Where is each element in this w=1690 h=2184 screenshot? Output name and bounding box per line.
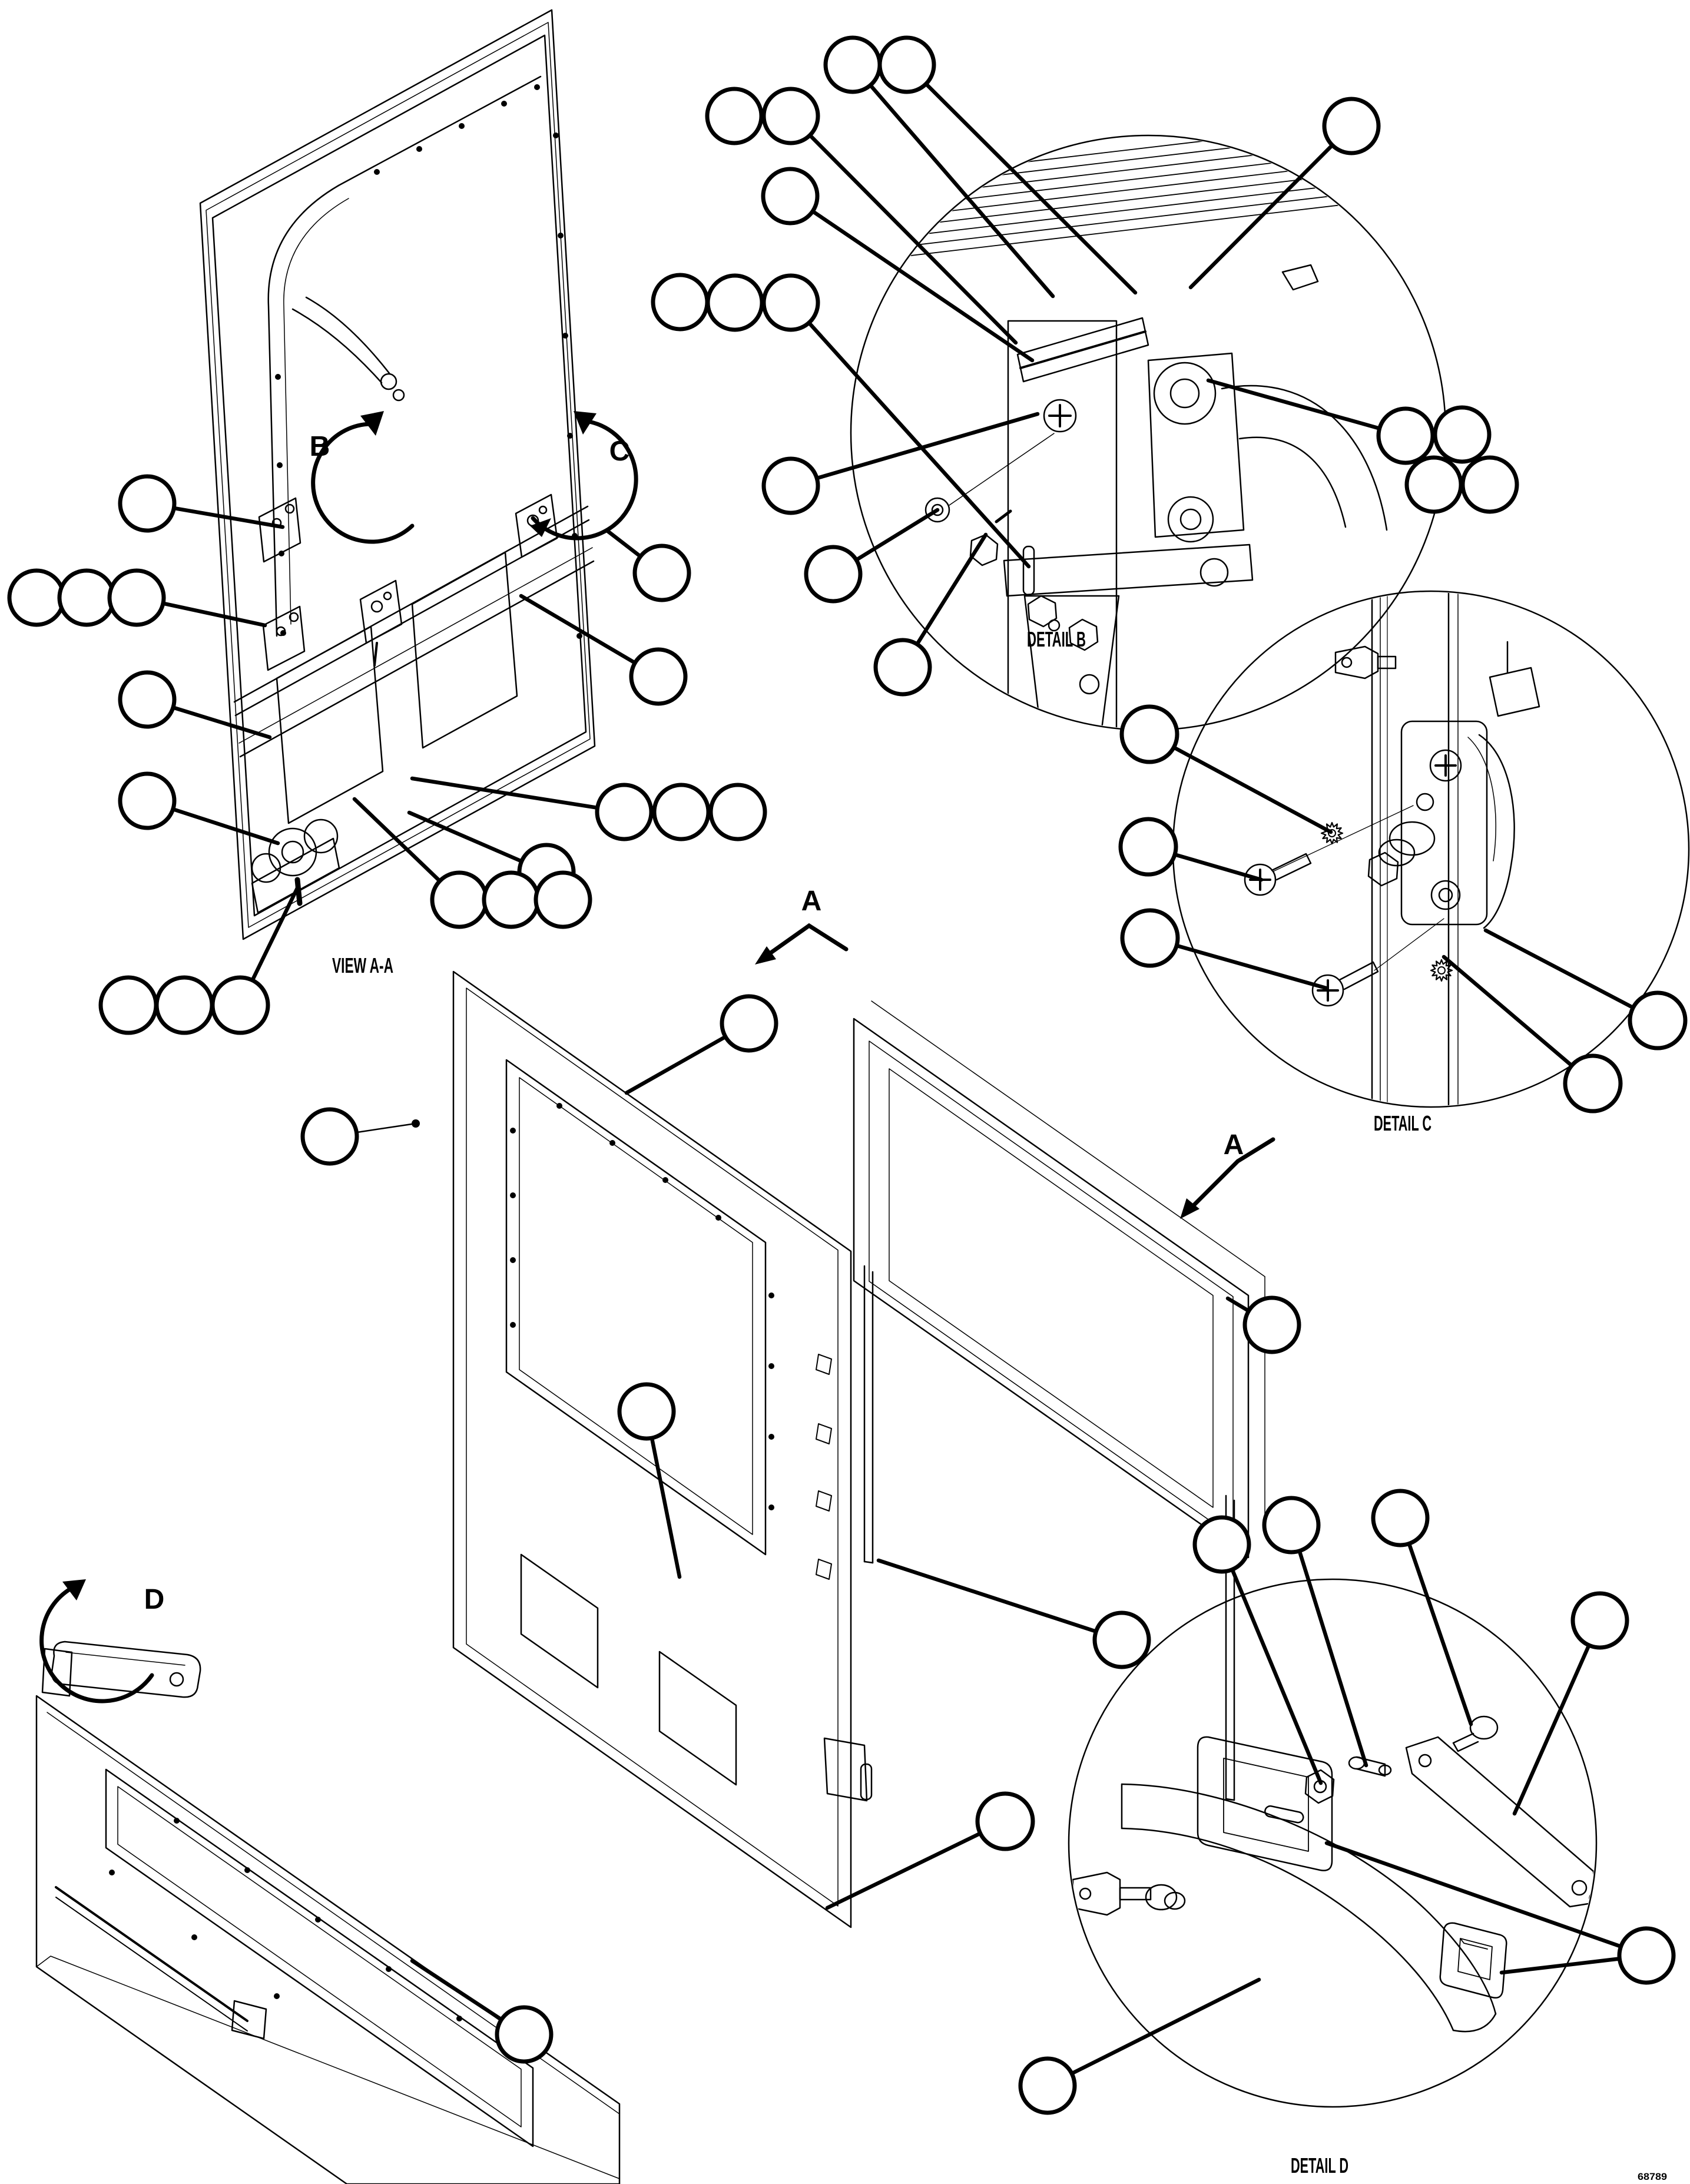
callout-balloon: [764, 459, 818, 513]
detail-c-drawing: [1245, 591, 1539, 1107]
callout-balloon: [654, 785, 708, 839]
detail-b-label: DETAIL B: [1027, 627, 1086, 651]
callout-balloon: [880, 38, 934, 92]
leader-line: [1502, 1958, 1619, 1973]
leader-line: [879, 1560, 1096, 1632]
callout-balloon: [764, 89, 818, 143]
callout-balloon: [536, 873, 590, 927]
callout-balloon: [1095, 1613, 1149, 1667]
callout-balloon: [876, 640, 930, 694]
leader-line: [608, 531, 641, 556]
callout-balloon: [1121, 819, 1176, 874]
hatch-line: [861, 173, 1442, 241]
callout-balloon: [120, 774, 174, 828]
leader-line: [1515, 1645, 1589, 1814]
detail-b-drawing: [861, 113, 1442, 800]
callout-balloon: [432, 873, 486, 927]
detail-c-label: DETAIL C: [1374, 1111, 1431, 1135]
leader-line: [1208, 380, 1380, 429]
leader-line: [817, 414, 1038, 478]
leader-line: [627, 1037, 725, 1093]
rail-latch-left: [360, 581, 402, 665]
callout-balloon: [653, 275, 707, 329]
leader-line: [1177, 946, 1326, 988]
doc-number: 68789: [1638, 2171, 1667, 2182]
leader-line: [809, 323, 1029, 566]
leader-line: [173, 708, 270, 738]
outer-door-drawing: [37, 1642, 619, 2184]
snap-clips: [816, 1354, 831, 1579]
callout-balloon: [484, 873, 538, 927]
callout-balloon: [1245, 1298, 1299, 1352]
callout-balloon: [1195, 1517, 1249, 1572]
leader-line: [1174, 747, 1331, 832]
callout-balloon: [597, 785, 651, 839]
leader-line: [652, 1438, 680, 1577]
callout-balloon: [826, 38, 880, 92]
leader-dot: [412, 1119, 420, 1128]
leader-line: [163, 604, 265, 625]
callout-balloon: [707, 89, 761, 143]
leader-line: [412, 778, 598, 808]
callout-balloon: [806, 547, 860, 601]
leader-line: [1486, 930, 1633, 1008]
letter-b: B: [309, 431, 330, 462]
exploded-door-panels: [453, 972, 1265, 1927]
leader-line: [917, 535, 986, 644]
callout-balloon: [1020, 2059, 1075, 2113]
letter-c: C: [609, 436, 630, 467]
callout-balloon: [1630, 993, 1685, 1048]
callout-balloon: [101, 977, 156, 1033]
hatch-line: [861, 153, 1442, 221]
leader-line: [1072, 1980, 1259, 2073]
callout-balloon: [1407, 458, 1461, 512]
detail-b-circle: [851, 135, 1446, 730]
leader-line: [253, 888, 297, 980]
callout-balloon: [631, 649, 685, 704]
callout-balloon: [708, 276, 762, 330]
leader-line: [354, 799, 440, 881]
view-aa-label: VIEW A-A: [332, 953, 393, 977]
callout-balloon: [303, 1109, 357, 1164]
callout-balloon: [1378, 409, 1433, 463]
detail-c-circle: [1173, 591, 1689, 1107]
leader-line: [409, 813, 522, 861]
callout-balloon: [1435, 407, 1489, 462]
callout-balloon: [722, 996, 776, 1050]
door-motor-drawing: [252, 820, 339, 913]
leader-line: [1232, 1570, 1321, 1784]
leader-line: [1409, 1544, 1471, 1725]
letter-a-right: A: [1223, 1129, 1244, 1161]
leader-line: [174, 508, 283, 527]
leader-line: [1228, 1298, 1249, 1311]
callout-balloon: [763, 169, 817, 223]
callout-balloon: [764, 276, 818, 330]
arrow-a-top: [761, 926, 846, 960]
callout-balloon: [1264, 1498, 1318, 1552]
hatch-line: [861, 183, 1442, 251]
letter-a-top: A: [801, 886, 822, 917]
callout-balloon: [1565, 1056, 1621, 1111]
callout-balloon: [619, 1384, 674, 1439]
callout-balloon: [120, 476, 174, 531]
callout-balloon: [213, 977, 268, 1033]
callout-balloon: [1122, 707, 1177, 762]
letter-d: D: [144, 1584, 165, 1615]
callout-balloon: [110, 571, 164, 625]
callout-balloon: [1373, 1491, 1427, 1545]
callout-balloon: [59, 571, 114, 625]
callout-balloon: [1324, 99, 1378, 153]
callout-balloon: [635, 546, 689, 600]
leader-line: [810, 135, 1016, 343]
callout-balloon: [497, 2007, 551, 2062]
callout-balloon: [1573, 1593, 1627, 1648]
callout-balloon: [711, 785, 765, 839]
leader-line: [1300, 1551, 1366, 1765]
leader-line: [1175, 854, 1261, 880]
leader-line: [412, 1961, 502, 2020]
hatch-line: [861, 193, 1442, 261]
callout-balloon: [1463, 458, 1517, 512]
callout-balloon: [120, 672, 174, 727]
leader-line: [357, 1124, 416, 1132]
leader-line: [173, 809, 278, 843]
rivet-dots: [275, 84, 582, 639]
callout-balloon: [1122, 910, 1178, 966]
callout-balloon: [977, 1794, 1033, 1849]
detail-d-label: DETAIL D: [1291, 2153, 1348, 2178]
callout-balloon: [157, 977, 212, 1033]
star-washer-hole: [1438, 967, 1445, 974]
callout-balloon: [9, 571, 64, 625]
callout-balloon: [1619, 1928, 1674, 1983]
leader-line: [1444, 957, 1572, 1066]
